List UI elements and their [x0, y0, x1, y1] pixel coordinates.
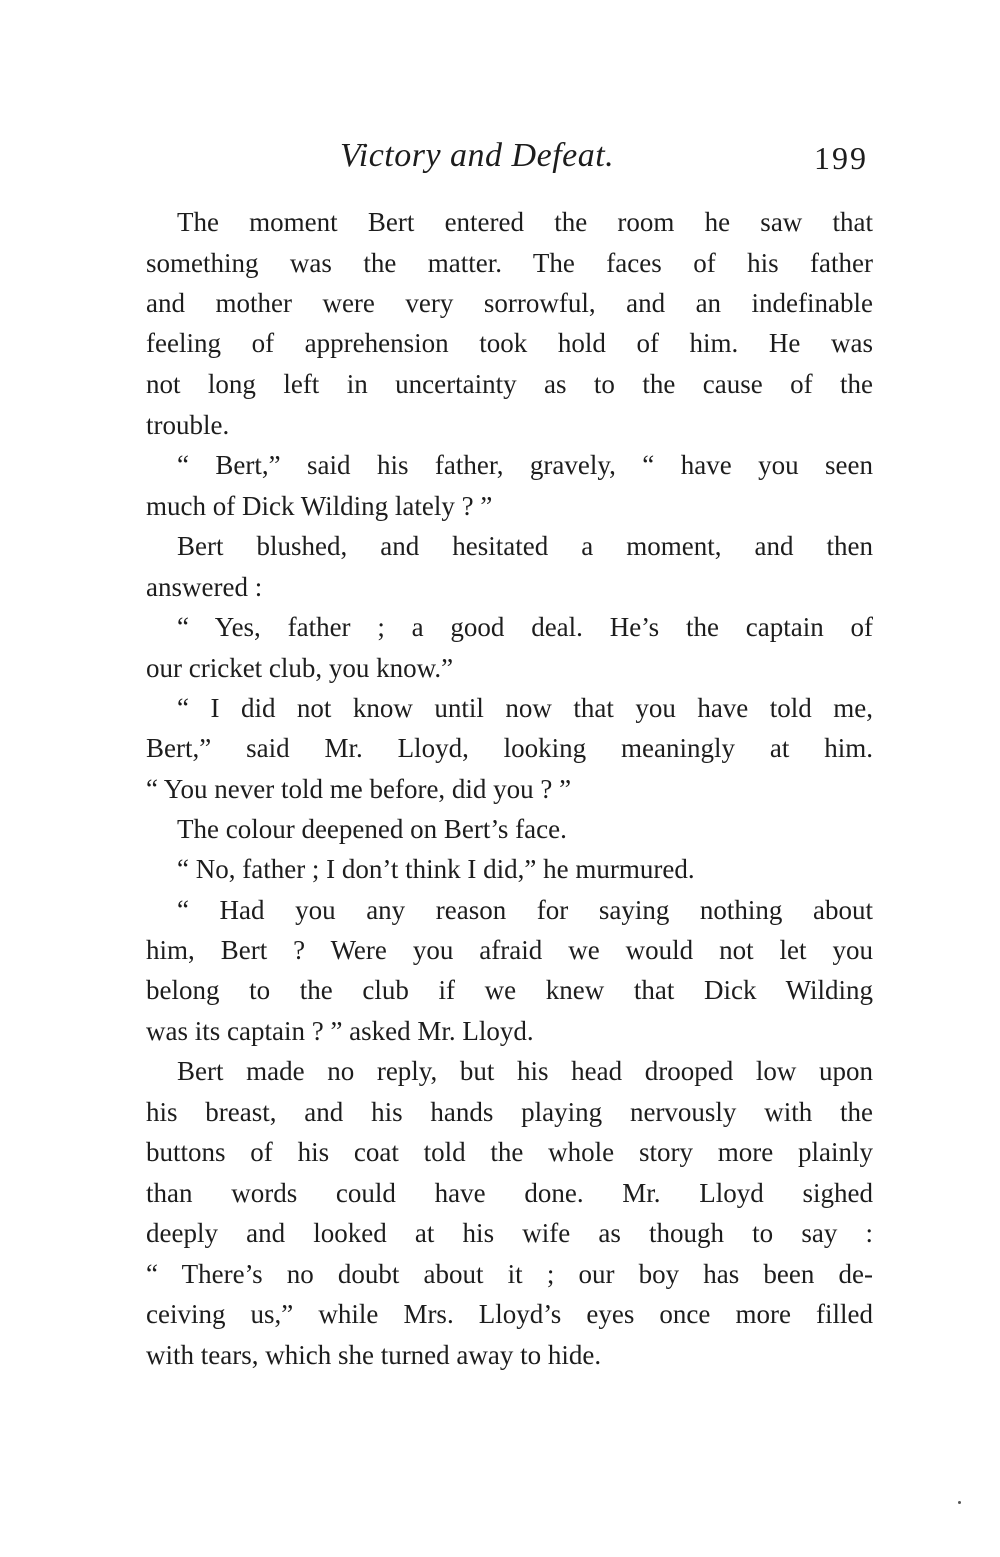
text-line: him, Bert ? Were you afraid we would not let you	[146, 935, 873, 965]
text-line: than words could have done. Mr. Lloyd sighed	[146, 1178, 873, 1208]
text-line: Bert made no reply, but his head drooped low upon	[177, 1056, 873, 1086]
text-line: Bert blushed, and hesitated a moment, and then	[177, 531, 873, 561]
page-number: 199	[814, 140, 868, 176]
text-line: The colour deepened on Bert’s face.	[177, 814, 567, 844]
running-title: Victory and Defeat.	[340, 137, 615, 174]
text-line: “ Yes, father ; a good deal. He’s the captain of	[177, 612, 873, 642]
text-line: much of Dick Wilding lately ? ”	[146, 491, 493, 521]
text-line: “ Bert,” said his father, gravely, “ have you seen	[177, 450, 873, 480]
text-line: belong to the club if we knew that Dick Wilding	[146, 975, 873, 1005]
text-line: something was the matter. The faces of his father	[146, 248, 873, 278]
text-line: our cricket club, you know.”	[146, 653, 454, 683]
text-line: “ Had you any reason for saying nothing about	[177, 895, 873, 925]
text-line: feeling of apprehension took hold of him. He was	[146, 328, 873, 358]
text-line: “ There’s no doubt about it ; our boy has been de-	[146, 1259, 873, 1289]
text-line: buttons of his coat told the whole story more plainly	[146, 1137, 873, 1167]
text-line: Bert,” said Mr. Lloyd, looking meaningly at him.	[146, 733, 873, 763]
text-line: deeply and looked at his wife as though to say :	[146, 1218, 873, 1248]
text-line: “ No, father ; I don’t think I did,” he murmured.	[177, 854, 695, 884]
text-line: not long left in uncertainty as to the cause of the	[146, 369, 873, 399]
text-line: with tears, which she turned away to hide.	[146, 1340, 602, 1370]
text-line: The moment Bert entered the room he saw that	[177, 207, 873, 237]
text-line: ceiving us,” while Mrs. Lloyd’s eyes once more filled	[146, 1299, 873, 1329]
text-line: his breast, and his hands playing nervously with the	[146, 1097, 873, 1127]
text-line: answered :	[146, 572, 263, 602]
text-line: “ You never told me before, did you ? ”	[146, 774, 572, 804]
text-line: trouble.	[146, 410, 230, 440]
text-line: and mother were very sorrowful, and an indefinable	[146, 288, 873, 318]
text-line: was its captain ? ” asked Mr. Lloyd.	[146, 1016, 534, 1046]
text-line: “ I did not know until now that you have told me,	[177, 693, 873, 723]
print-speck	[958, 1501, 961, 1504]
